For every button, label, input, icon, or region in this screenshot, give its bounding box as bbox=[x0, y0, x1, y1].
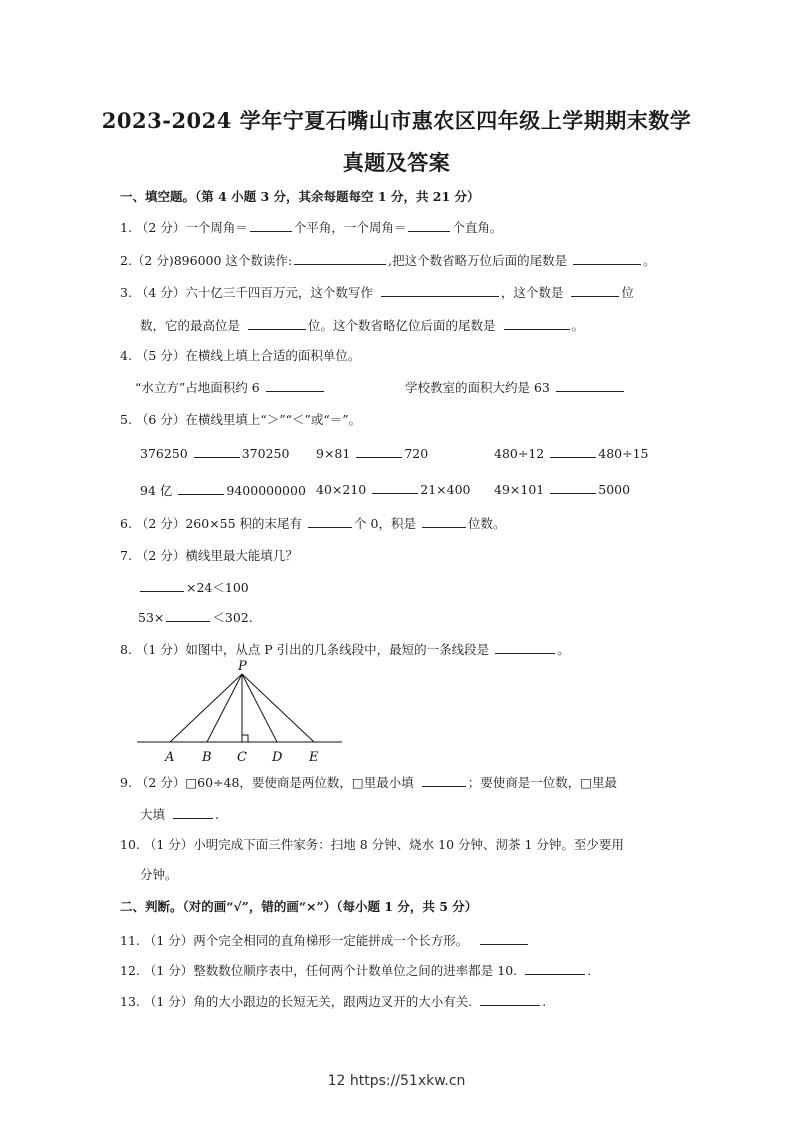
q3-text-f: 。 bbox=[571, 318, 585, 333]
q7-text-c: 53× bbox=[138, 610, 165, 625]
answer-blank[interactable] bbox=[573, 252, 641, 265]
q5-left-value: 94 亿 bbox=[140, 483, 173, 498]
q3-text-d: 数，它的最高位是 bbox=[140, 318, 241, 333]
q4-text-c: 学校教室的面积大约是 63 bbox=[405, 380, 550, 395]
q5-right-value: 720 bbox=[404, 446, 429, 461]
question-7: 7. （2 分）横线里最大能填几？ bbox=[120, 548, 298, 563]
q7-text-d: ＜302. bbox=[212, 610, 253, 625]
q2-text-b: ,把这个数省略万位后面的尾数是 bbox=[388, 253, 568, 268]
question-11 bbox=[120, 931, 530, 949]
q6-text-c: 位数。 bbox=[467, 516, 506, 531]
question-8 bbox=[120, 640, 570, 658]
doc-title-line2: 真题及答案 bbox=[342, 150, 451, 175]
right-angle-mark bbox=[242, 735, 248, 742]
q5-row1-item3 bbox=[494, 445, 649, 461]
answer-blank[interactable] bbox=[422, 515, 466, 528]
q12-text-a: 12. （1 分）整数数位顺序表中，任何两个计数单位之间的进率都是 10. bbox=[120, 963, 518, 978]
answer-blank[interactable] bbox=[381, 284, 499, 297]
question-13 bbox=[120, 992, 546, 1010]
q9-text-d: . bbox=[215, 807, 219, 822]
answer-blank[interactable] bbox=[408, 219, 450, 232]
q3-text-e: 位。这个数省略亿位后面的尾数是 bbox=[308, 318, 496, 333]
section1-heading: 一、填空题。（第 4 小题 3 分，其余每题每空 1 分，共 21 分） bbox=[120, 189, 480, 204]
q5-left-value: 376250 bbox=[140, 446, 188, 461]
question-12 bbox=[120, 961, 591, 979]
label-c: C bbox=[237, 750, 247, 765]
question-2 bbox=[120, 251, 656, 269]
answer-blank[interactable] bbox=[550, 481, 596, 494]
segment-pb bbox=[207, 674, 242, 742]
q6-text-b: 个 0，积是 bbox=[354, 516, 416, 531]
question-10: 10. （1 分）小明完成下面三件家务：扫地 8 分钟、烧水 10 分钟、沏茶 1 分钟。至少要用 bbox=[120, 837, 624, 852]
answer-blank[interactable] bbox=[250, 219, 292, 232]
label-b: B bbox=[202, 750, 212, 765]
q5-row1-item1 bbox=[140, 445, 289, 461]
q2-text-c: 。 bbox=[643, 253, 656, 268]
q5-left-value: 9×81 bbox=[316, 446, 351, 461]
q8-text-b: 。 bbox=[557, 642, 570, 657]
question-9 bbox=[120, 773, 617, 791]
q6-text-a: 6. （2 分）260×55 积的末尾有 bbox=[120, 516, 303, 531]
label-e: E bbox=[309, 750, 319, 765]
question-7-item-1 bbox=[138, 578, 249, 596]
page-footer: 12 https://51xkw.cn bbox=[327, 1073, 466, 1089]
answer-blank[interactable] bbox=[422, 774, 466, 787]
q9-text-a: 9. （2 分）□60÷48，要使商是两位数，□里最小填 bbox=[120, 775, 414, 790]
section2-heading: 二、判断。（对的画“√”，错的画“×”）（每小题 1 分，共 5 分） bbox=[120, 899, 478, 914]
q5-right-value: 5000 bbox=[598, 482, 631, 497]
segment-figure bbox=[137, 658, 342, 766]
answer-blank[interactable] bbox=[248, 317, 306, 330]
q7-text-b: ×24＜100 bbox=[186, 580, 249, 595]
q4-text-b: “水立方”占地面积约 6 bbox=[135, 380, 260, 395]
q5-row2-item1 bbox=[140, 481, 306, 499]
question-4: 4. （5 分）在横线上填上合适的面积单位。 bbox=[120, 348, 361, 363]
answer-blank[interactable] bbox=[294, 252, 386, 265]
answer-blank[interactable] bbox=[194, 445, 240, 458]
q1-text-c: 个直角。 bbox=[452, 220, 503, 235]
q5-right-value: 480÷15 bbox=[598, 446, 649, 461]
doc-title-line1: 2023-2024 学年宁夏石嘴山市惠农区四年级上学期期末数学 bbox=[101, 108, 692, 133]
answer-blank[interactable] bbox=[495, 641, 555, 654]
question-4-item-2 bbox=[405, 378, 626, 396]
question-1 bbox=[120, 218, 502, 236]
answer-blank[interactable] bbox=[480, 932, 528, 945]
q5-left-value: 480÷12 bbox=[494, 446, 545, 461]
q5-right-value: 21×400 bbox=[420, 482, 471, 497]
answer-blank[interactable] bbox=[480, 993, 540, 1006]
question-4-item-1 bbox=[135, 378, 326, 396]
q13-text-b: . bbox=[542, 994, 547, 1009]
question-3 bbox=[120, 283, 634, 301]
answer-blank[interactable] bbox=[178, 482, 224, 495]
q5-row2-item2 bbox=[316, 481, 471, 497]
label-d: D bbox=[272, 750, 283, 765]
label-a: A bbox=[165, 750, 175, 765]
question-9-cont bbox=[140, 805, 219, 823]
answer-blank[interactable] bbox=[173, 806, 213, 819]
answer-blank[interactable] bbox=[525, 962, 585, 975]
q12-text-b: . bbox=[587, 963, 592, 978]
q1-text-b: 个平角，一个周角＝ bbox=[293, 220, 407, 235]
question-3-cont bbox=[140, 316, 584, 334]
segment-pe bbox=[242, 674, 314, 742]
answer-blank[interactable] bbox=[356, 445, 402, 458]
q3-text-a: 3. （4 分）六十亿三千四百万元，这个数写作 bbox=[120, 285, 373, 300]
q13-text-a: 13. （1 分）角的大小跟边的长短无关，跟两边叉开的大小有关. bbox=[120, 994, 473, 1009]
q9-text-b: ；要使商是一位数，□里最 bbox=[467, 775, 618, 790]
segment-pd bbox=[242, 674, 277, 742]
answer-blank[interactable] bbox=[308, 515, 352, 528]
answer-blank[interactable] bbox=[556, 379, 624, 392]
segment-pa bbox=[170, 674, 242, 742]
answer-blank[interactable] bbox=[140, 579, 184, 592]
q8-text-a: 8. （1 分）如图中，从点 P 引出的几条线段中，最短的一条线段是 bbox=[120, 642, 490, 657]
question-5: 5. （6 分）在横线里填上“＞”“＜”或“＝”。 bbox=[120, 412, 362, 427]
q5-right-value: 370250 bbox=[241, 446, 290, 461]
answer-blank[interactable] bbox=[550, 445, 596, 458]
q5-right-value: 9400000000 bbox=[226, 483, 306, 498]
answer-blank[interactable] bbox=[266, 379, 324, 392]
q5-left-value: 40×210 bbox=[316, 482, 367, 497]
q3-text-c: 位 bbox=[621, 285, 634, 300]
question-6 bbox=[120, 514, 506, 532]
question-7-item-2 bbox=[138, 608, 253, 626]
answer-blank[interactable] bbox=[571, 284, 619, 297]
q5-row1-item2 bbox=[316, 445, 428, 461]
q11-text-a: 11. （1 分）两个完全相同的直角梯形一定能拼成一个长方形。 bbox=[120, 933, 469, 948]
answer-blank[interactable] bbox=[372, 481, 418, 494]
q5-row2-item3 bbox=[494, 481, 630, 497]
question-10-cont: 分钟。 bbox=[140, 867, 178, 882]
answer-blank[interactable] bbox=[166, 609, 210, 622]
q3-text-b: ，这个数是 bbox=[500, 285, 564, 300]
q1-text-a: 1. （2 分）一个周角＝ bbox=[120, 220, 248, 235]
q9-text-c: 大填 bbox=[140, 807, 166, 822]
answer-blank[interactable] bbox=[504, 317, 570, 330]
label-p: P bbox=[238, 659, 247, 674]
q2-text-a: 2.（2 分)896000 这个数读作: bbox=[120, 253, 293, 268]
q5-left-value: 49×101 bbox=[494, 482, 545, 497]
